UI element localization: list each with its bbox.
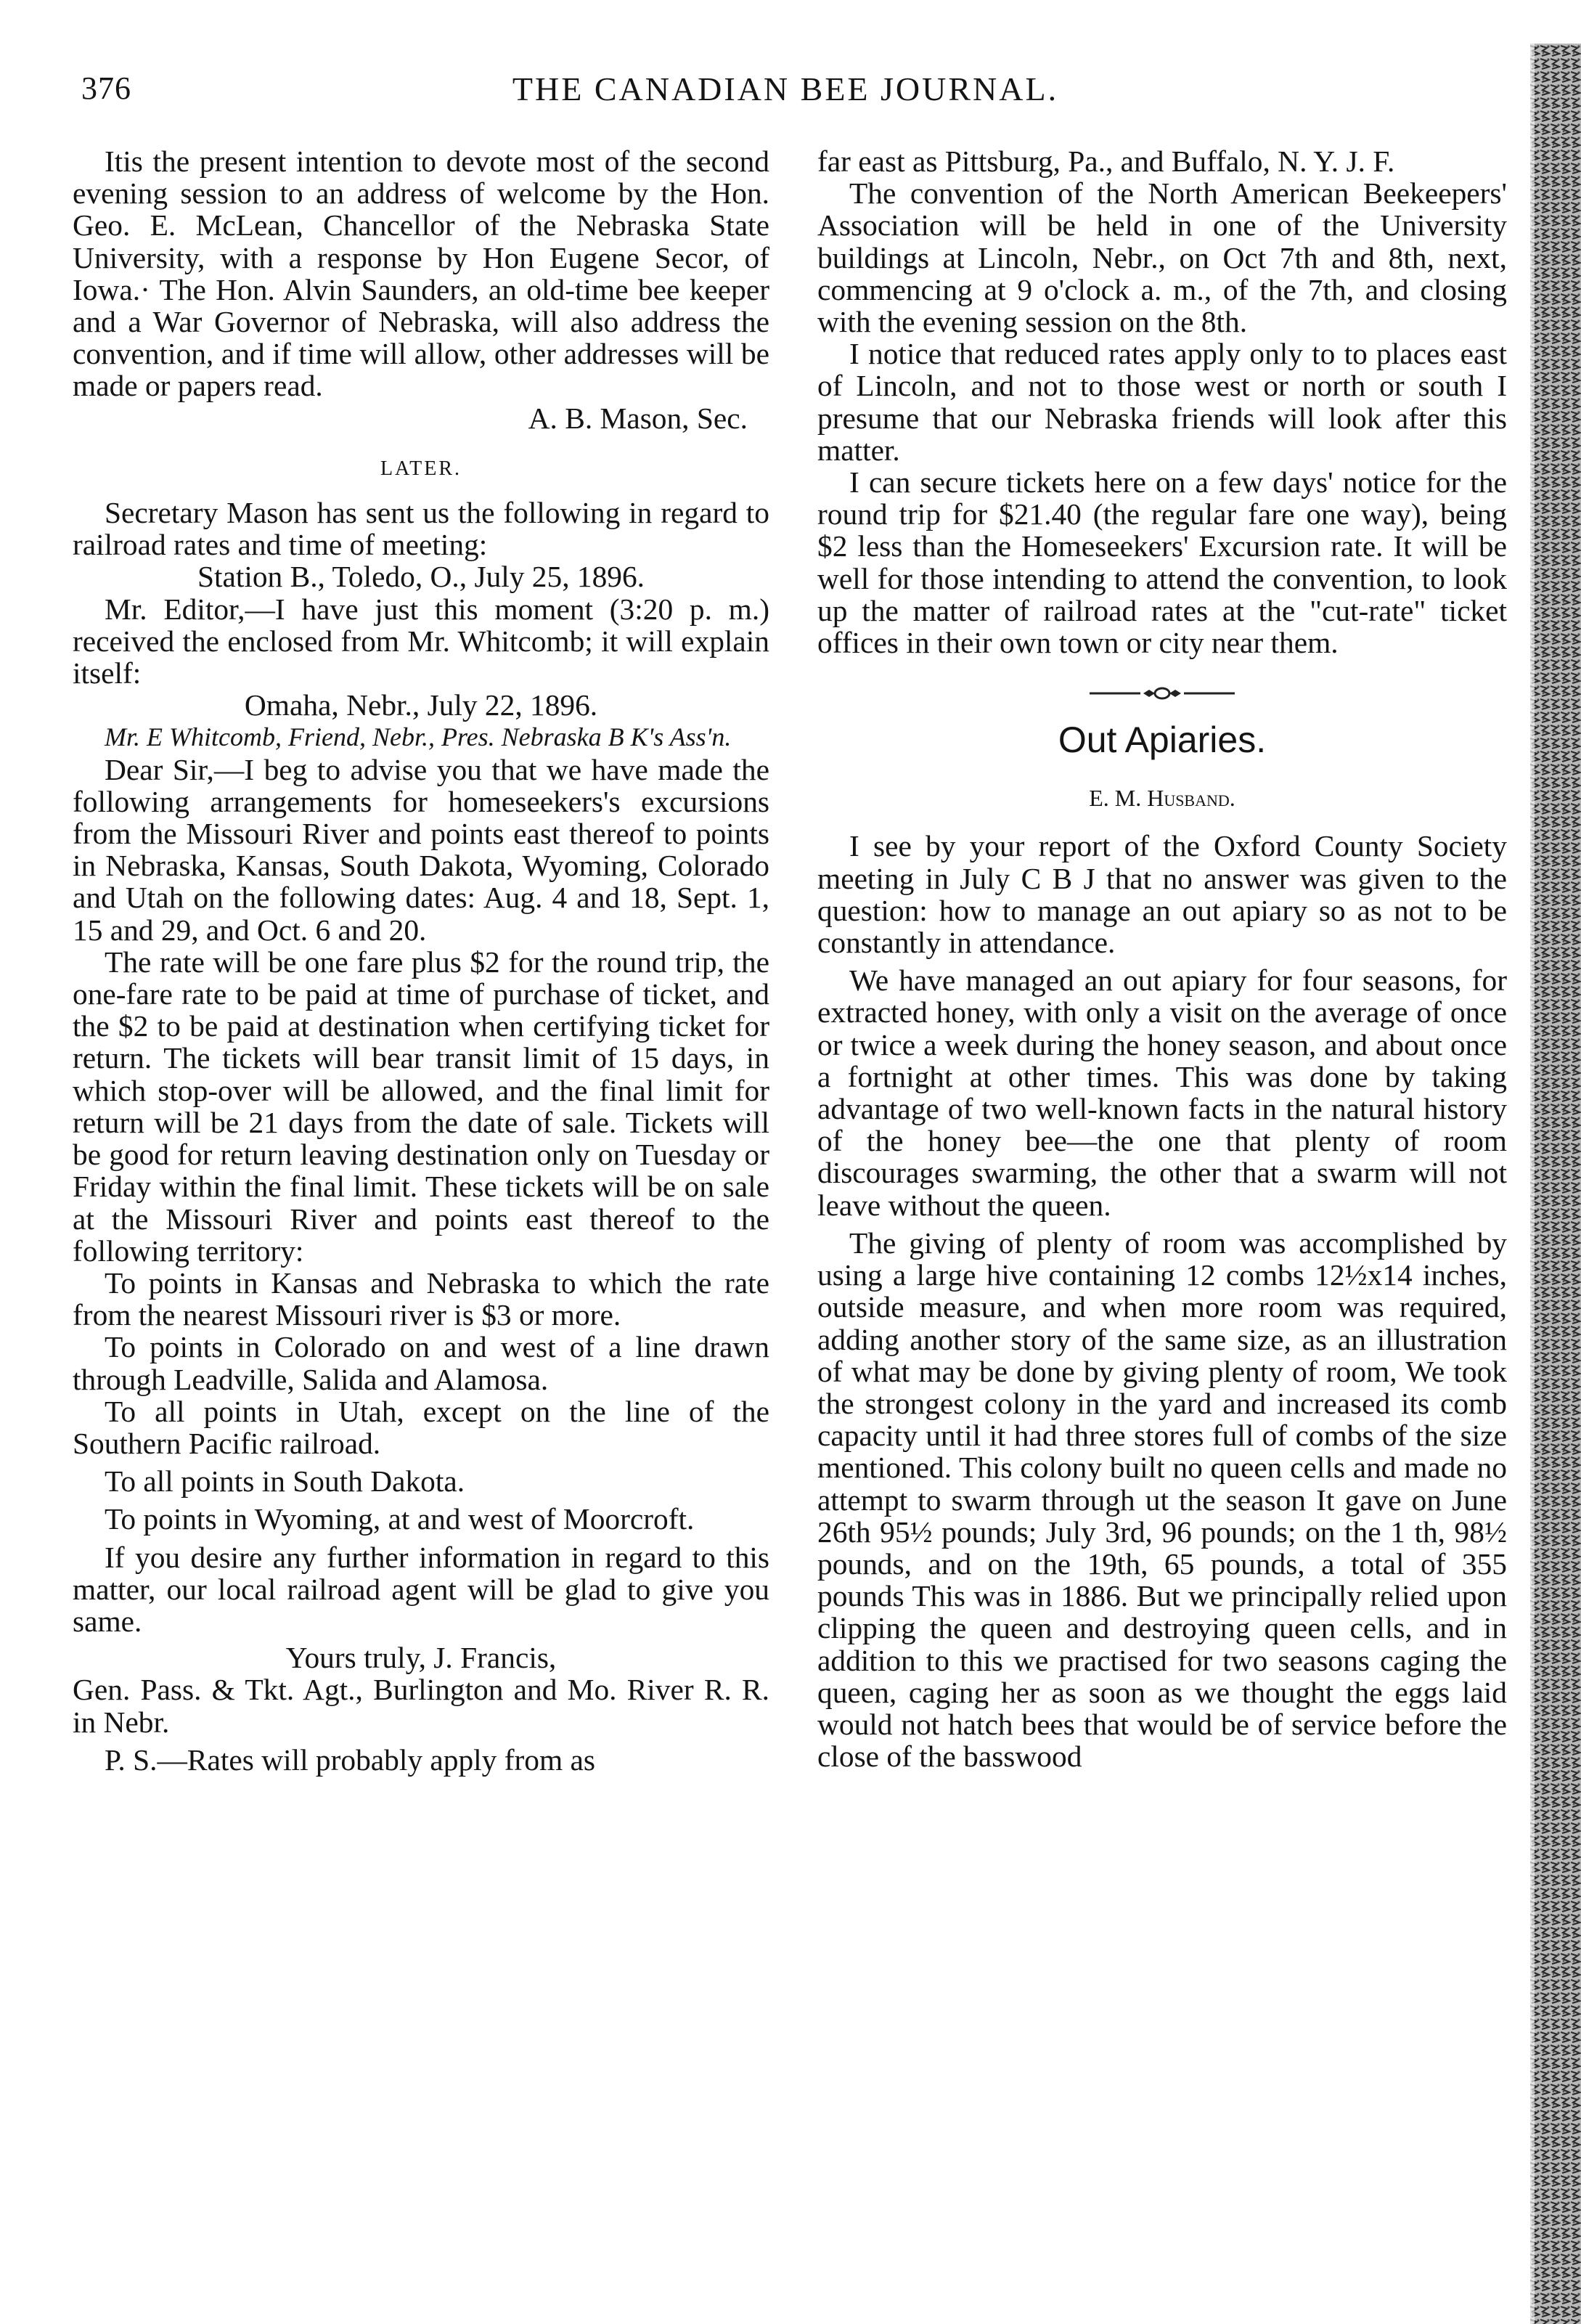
- paragraph: The rate will be one fare plus $2 for the round trip, the one-fare rate to be paid at time of purchase of ticket, and the $2 to be paid at destination when certifying ticket for return. The tickets will bear transit limit of 15 days, in which stop-over will be allowed, and the final limit for return will be 21 days from the date of sale. Tickets will be good for return leaving destination only on Tuesday or Friday within the final limit. These tickets will be on sale at the Missouri River and points east thereof to the following territory:: [73, 945, 769, 1268]
- page-header: [67, 70, 1504, 113]
- letter-closing: Yours truly, J. Francis,: [285, 1641, 557, 1675]
- paragraph: To all points in South Dakota.: [105, 1464, 465, 1499]
- signature: A. B. Mason, Sec.: [528, 401, 748, 435]
- paragraph: Dear Sir,—I beg to advise you that we have made the following arrangements for homeseekers's excursions from the Missouri River and points east thereof to points in Nebraska, Kansas, South Dakota, Wyoming, Colorado and Utah on the following dates: Aug. 4 and 18, Sept. 1, 15 and 29, and Oct. 6 and 20.: [73, 752, 769, 947]
- article-title: Out Apiaries.: [1058, 719, 1267, 761]
- letter-address: Mr. E Whitcomb, Friend, Nebr., Pres. Nebraska B K's Ass'n.: [105, 722, 732, 752]
- paragraph: If you desire any further information in regard to this matter, our local railroad agent will be glad to give you same.: [73, 1540, 769, 1638]
- paragraph: To points in Colorado on and west of a line drawn through Leadville, Salida and Alamosa.: [73, 1330, 769, 1396]
- paragraph: To points in Wyoming, at and west of Moorcroft.: [105, 1502, 695, 1536]
- paragraph: far east as Pittsburg, Pa., and Buffalo, N. Y. J. F.: [817, 144, 1395, 178]
- right-column: [817, 145, 1507, 1772]
- paragraph: We have managed an out apiary for four seasons, for extracted honey, with only a visit on the average of once or twice a week during the honey season, and about once a fortnight at other times. This was done by taking advantage of two well-known facts in the natural history of the honey bee—the one that plenty of room discourages swarming, the other that a swarm will not leave without the queen.: [817, 963, 1507, 1222]
- paragraph: The convention of the North American Beekeepers' Association will be held in one of the University buildings at Lincoln, Nebr., on Oct 7th and 8th, next, commencing at 9 o'clock a. m., of the 7th, and closing with the evening session on the 8th.: [817, 176, 1507, 339]
- dateline: Omaha, Nebr., July 22, 1896.: [244, 688, 598, 722]
- paragraph: I can secure tickets here on a few days' notice for the round trip for $21.40 (the regular fare one way), being $2 less than the Homeseekers' Excursion rate. It will be well for those intending to attend the convention, to look up the matter of railroad rates at the "cut-rate" ticket offices in their own town or city near them.: [817, 465, 1507, 660]
- paragraph: Itis the present intention to devote most of the second evening session to an address of welcome by the Hon. Geo. E. McLean, Chancellor of the Nebraska State University, with a response by Hon Eugene Secor, of Iowa.· The Hon. Alvin Saunders, an old-time bee keeper and a War Governor of Nebraska, will also address the convention, and if time will allow, other addresses will be made or papers read.: [73, 144, 769, 403]
- paragraph: I notice that reduced rates apply only to to places east of Lincoln, and not to those west or north or south I presume that our Nebraska friends will look after this matter.: [817, 337, 1507, 467]
- dateline: Station B., Toledo, O., July 25, 1896.: [197, 560, 645, 594]
- paragraph: P. S.—Rates will probably apply from as: [105, 1742, 595, 1777]
- article-author: E. M. Husband.: [1089, 785, 1235, 812]
- journal-title: THE CANADIAN BEE JOURNAL.: [512, 70, 1059, 107]
- page-number: 376: [81, 70, 131, 106]
- paragraph: I see by your report of the Oxford County Society meeting in July C B J that no answer was given to the question: how to manage an out apiary so as not to be constantly in attendance.: [817, 829, 1507, 960]
- paragraph: To all points in Utah, except on the line of the Southern Pacific railroad.: [73, 1394, 769, 1460]
- letter-closing-title: Gen. Pass. & Tkt. Agt., Burlington and Mo. River R. R. in Nebr.: [73, 1673, 769, 1739]
- paragraph: To points in Kansas and Nebraska to which the rate from the nearest Missouri river is $3 or more.: [73, 1265, 769, 1332]
- ornamental-divider-icon: [1090, 683, 1235, 704]
- paragraph: Secretary Mason has sent us the following in regard to railroad rates and time of meeting:: [73, 496, 769, 562]
- paragraph: Mr. Editor,—I have just this moment (3:20 p. m.) received the enclosed from Mr. Whitcomb; it will explain itself:: [73, 592, 769, 690]
- later-heading: LATER.: [380, 457, 462, 480]
- left-column: [73, 145, 769, 1776]
- paragraph: The giving of plenty of room was accomplished by using a large hive containing 12 combs 12½x14 inches, outside measure, and when more room was required, adding another story of the same size, as an illustration of what may be done by giving plenty of room, We took the strongest colony in the yard and increased its comb capacity until it had three stores full of combs of the size mentioned. This colony built no queen cells and made no attempt to swarm through ut the season It gave on June 26th 95½ pounds; July 3rd, 96 pounds; on the 1 th, 98½ pounds, and on the 19th, 65 pounds, a total of 355 pounds This was in 1886. But we principally relied upon clipping the queen and destroying queen cells, and in addition to this we practised for two seasons caging the queen, caging her as soon as we thought the eggs laid would not hatch bees that would be of service before the close of the basswood: [817, 1226, 1507, 1774]
- page-edge-texture: [1530, 44, 1581, 2324]
- scanned-page-edge: [1530, 44, 1581, 2324]
